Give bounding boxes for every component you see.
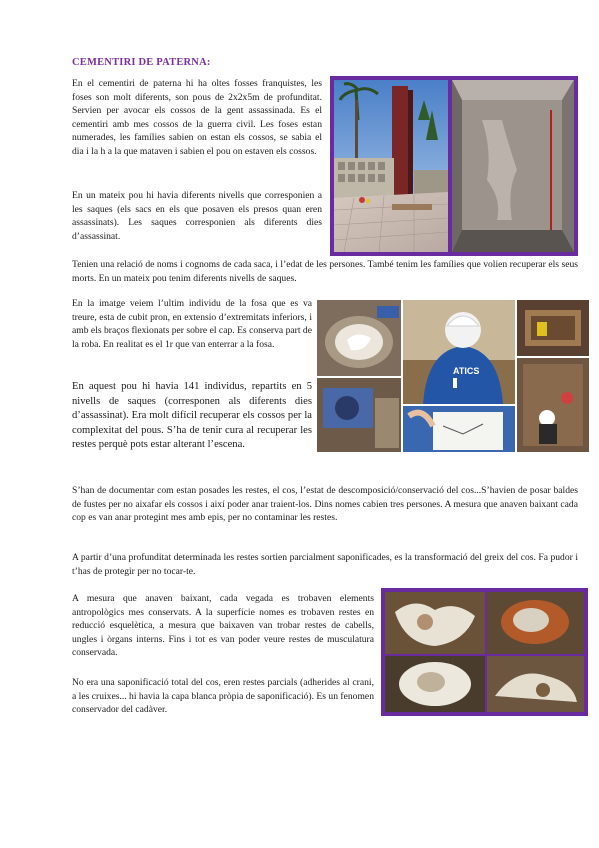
excavator-photo (403, 300, 515, 404)
photo-frame-3 (381, 588, 588, 716)
photo-frame-1 (330, 76, 578, 256)
paragraph-2: En un mateix pou hi havia diferents nivells que corresponien a les saques (els sacs en els que posaven els presos quan eren assassinats). Les saques corresponien als diferents dies d’assassinat. (72, 190, 322, 242)
saponified-remains-photo-3 (385, 656, 485, 712)
grave-pit-photo (452, 80, 574, 252)
paragraph-5: En aquest pou hi havia 141 individus, repartits en 5 nivells de saques (corresponen als diferents dies d’assassinat). Era molt difícil recuperar els cossos per la complexitat del pous. S’ha de tenir cura al recuperar les restes perquè pots estar alterant l’escena. (72, 381, 312, 451)
paragraph-4: En la imatge veiem l’ultim individu de la fosa que es va treure, esta de cubit pron, en extensio d’extremitats inferiors, i amb els braços flexionats per sobre el cap. Es conserva part de la roba. En realitat es el 1r que van enterrar a la fosa. (72, 298, 312, 350)
paragraph-7: A partir d’una profunditat determinada les restes sortien parcialment saponificades, es la transformació del greix del cos. Fa pudor i t’has de protegir per no tocar-te. (72, 552, 578, 577)
saponified-remains-photo-2 (487, 592, 584, 654)
remains-bowl-photo (317, 300, 401, 376)
atics-logo: ATICS (453, 366, 480, 376)
paragraph-8: A mesura que anaven baixant, cada vegada es trobaven elements antropològics mes conservats. A la superfície nomes es trobaven restes en reducció esquelètica, a mesura que baixaven van trobar restes de cabells, ungles i òrgans interns. Fins i tot es van poder veure restes de musculatura conservada. (72, 593, 374, 659)
cemetery-photo (334, 80, 448, 252)
pit-top-photo (517, 300, 589, 356)
photo-collage (317, 300, 589, 452)
paragraph-1: En el cementiri de paterna hi ha oltes fosses franquistes, les foses son molt diferents, son pous de 2x2x5m de profunditat. Servien per avocar els cossos de la gent assassinada. Es el cementiri amb mes cossos de la guerra civil. Les foses estan numerades, les famílies sabien on estan els cossos, se sabia el dia i la h a la que mataven i sabien el pou on estaven els cossos. (72, 78, 322, 157)
pit-workers-photo (517, 358, 589, 452)
paragraph-9: No era una saponificació total del cos, eren restes parcials (adherides al crani, a les cruixes... hi havia la capa blanca pròpia de saponificació). Es un fenomen conservador del cadàver. (72, 677, 374, 716)
paragraph-3: Tenien una relació de noms i cognoms de cada saca, i l’edat de les persones. També tenim les famílies que volien recuperar els seus morts. En un mateix pou tenim diferents nivells de saques. (72, 259, 578, 284)
paragraph-6: S’han de documentar com estan posades les restes, el cos, l’estat de descomposició/conservació del cos...S’havien de posar baldes de fustes per no aixafar els cossos i així poder anar traient-los. Dins nomes cabien tres persones. A mesura que anaven baixant cada cop es van anar protegint mes amb epis, per no contaminar les restes. (72, 485, 578, 524)
page-title: CEMENTIRI DE PATERNA: (72, 57, 211, 68)
saponified-remains-photo-1 (385, 592, 485, 654)
drawing-photo (403, 406, 515, 452)
tools-photo (317, 378, 401, 452)
saponified-remains-photo-4 (487, 656, 584, 712)
